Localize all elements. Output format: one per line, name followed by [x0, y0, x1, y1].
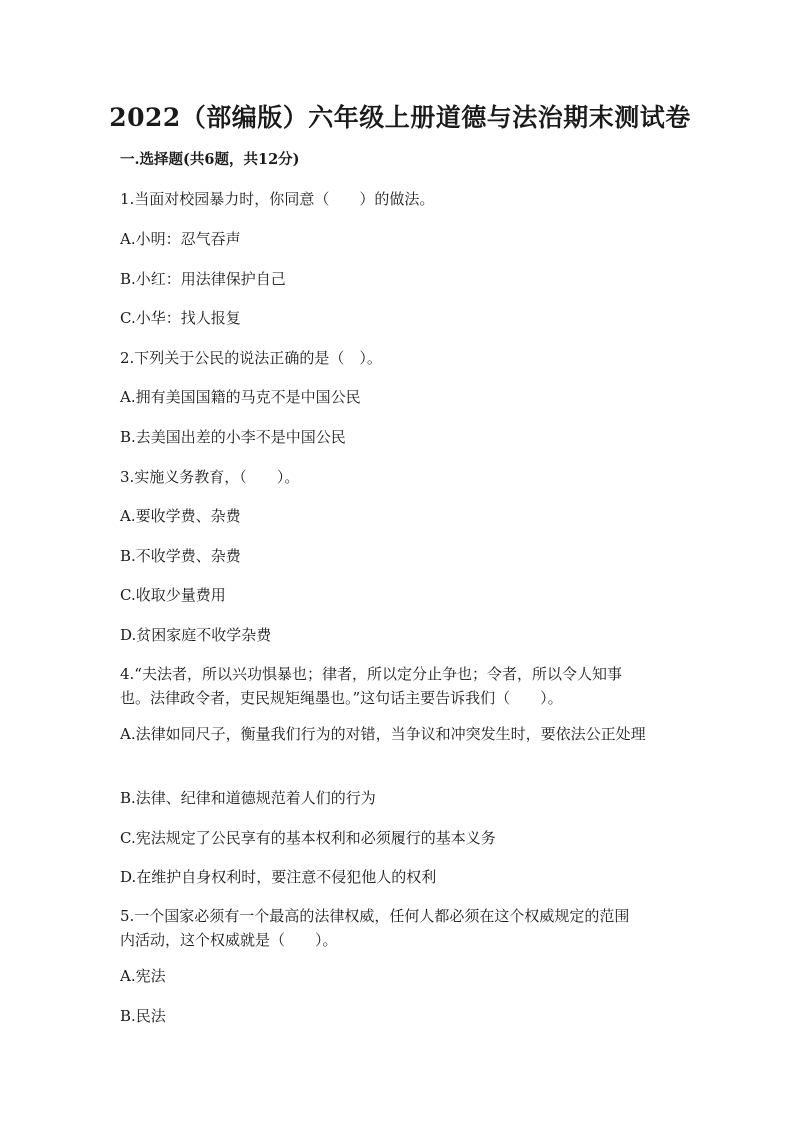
question-4-option-a: A.法律如同尺子，衡量我们行为的对错，当争议和冲突发生时，要依法公正处理 — [120, 725, 646, 743]
question-2-option-a: A.拥有美国国籍的马克不是中国公民 — [120, 388, 361, 406]
question-4-option-b: B.法律、纪律和道德规范着人们的行为 — [120, 789, 376, 807]
question-3-stem: 3.实施义务教育，（ ）。 — [120, 468, 300, 486]
question-2-stem: 2.下列关于公民的说法正确的是（ ）。 — [120, 349, 382, 367]
question-5-option-b: B.民法 — [120, 1007, 166, 1025]
question-5-stem-line-2: 内活动，这个权威就是（ ）。 — [120, 931, 338, 949]
question-1-option-c: C.小华：找人报复 — [120, 309, 241, 327]
question-3-option-b: B.不收学费、杂费 — [120, 547, 241, 565]
question-3-option-d: D.贫困家庭不收学杂费 — [120, 626, 272, 644]
section-heading: 一.选择题(共6题，共12分) — [120, 151, 300, 168]
question-1-option-b: B.小红：用法律保护自己 — [120, 270, 286, 288]
question-4-stem-line-2: 也。法律政令者，吏民规矩绳墨也。”这句话主要告诉我们（ ）。 — [120, 689, 563, 707]
question-4-option-d: D.在维护自身权利时，要注意不侵犯他人的权利 — [120, 868, 437, 886]
question-1-option-a: A.小明：忍气吞声 — [120, 230, 241, 248]
question-1-stem: 1.当面对校园暴力时，你同意（ ）的做法。 — [120, 190, 435, 208]
question-2-option-b: B.去美国出差的小李不是中国公民 — [120, 428, 346, 446]
question-4-stem-line-1: 4.“夫法者，所以兴功惧暴也；律者，所以定分止争也；令者，所以令人知事 — [120, 665, 622, 683]
question-5-stem-line-1: 5.一个国家必须有一个最高的法律权威，任何人都必须在这个权威规定的范围 — [120, 907, 630, 925]
page-title: 2022（部编版）六年级上册道德与法治期末测试卷 — [109, 103, 691, 132]
question-3-option-c: C.收取少量费用 — [120, 586, 226, 604]
question-5-option-a: A.宪法 — [120, 967, 166, 985]
question-4-option-c: C.宪法规定了公民享有的基本权利和必须履行的基本义务 — [120, 829, 496, 847]
question-3-option-a: A.要收学费、杂费 — [120, 507, 241, 525]
